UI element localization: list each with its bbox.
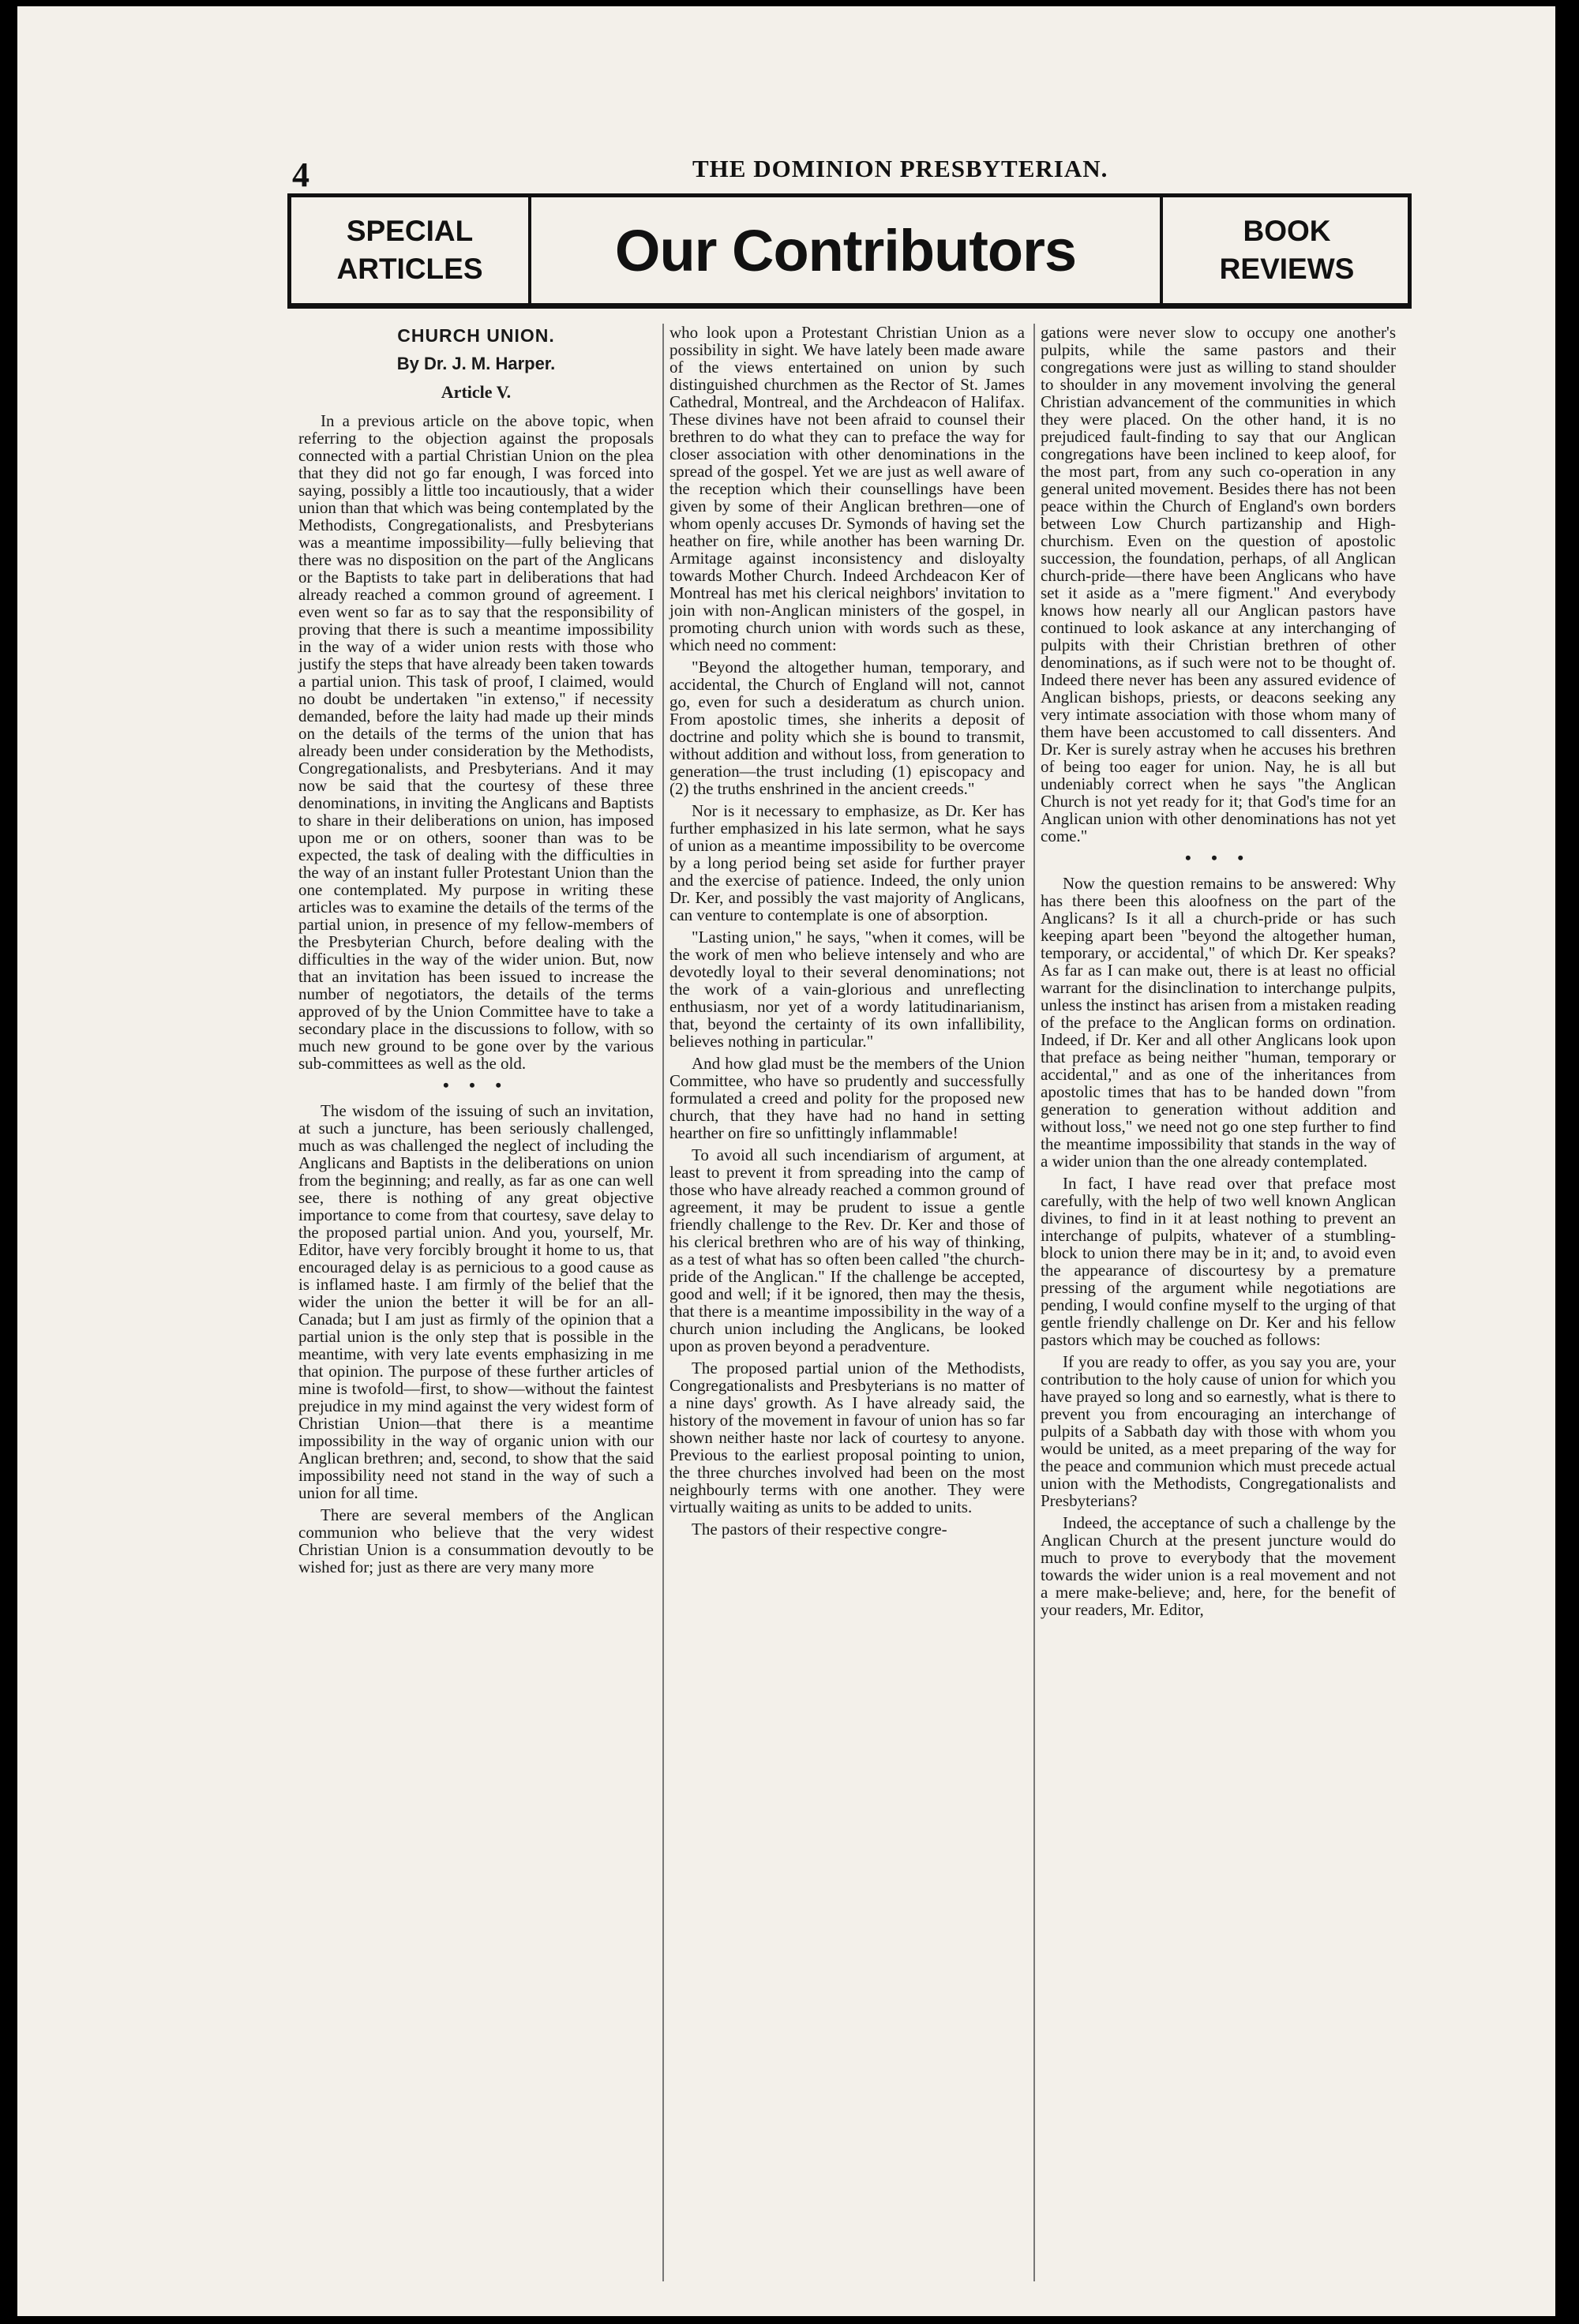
section-separator: • • • <box>442 1075 510 1095</box>
paragraph: The proposed partial union of the Methodists, Congregationalists and Presbyterians is no matter of a nine days' growth. As I have already said, the history of the movement in favour of union has so far shown neither haste nor lack of courtesy to anyone. Previous to the earliest proposal pointing to union, the three churches involved had been on the most neighbourly terms with one another. They were virtually waiting as units to be added to units. <box>669 1359 1025 1516</box>
running-head: THE DOMINION PRESBYTERIAN. <box>692 155 1108 182</box>
section-banner <box>287 193 1412 309</box>
banner-book-reviews <box>1160 197 1411 303</box>
banner-right-label: BOOK REVIEWS <box>1219 214 1355 285</box>
article-byline: By Dr. J. M. Harper. <box>396 354 556 373</box>
paragraph: If you are ready to offer, as you say you are, your contribution to the holy cause of union for which you have prayed so long and so earnestly, what is there to prevent you from encouraging an interchange of pulpits of a Sabbath day with those with whom you would be united, as a meet preparing of the way for the peace and communion which must precede actual union with the Methodists, Congregationalists and Presbyterians? <box>1041 1352 1396 1510</box>
page-number: 4 <box>292 156 309 194</box>
paragraph: There are several members of the Anglican communion who believe that the very widest Christian Union is a consummation devoutly to be wished for; just as there are very many more <box>298 1505 654 1576</box>
paragraph: The wisdom of the issuing of such an invitation, at such a juncture, has been seriously challenged, much as was challenged the neglect of including the Anglicans and Baptists in the deliberations on union from the beginning; and really, as far as one can well see, there is nothing of any great objective importance to come from that courtesy, save delay to the proposed partial union. And you, yourself, Mr. Editor, have very forcibly brought it home to us, that encouraged delay is as pernicious to a good cause as is inflamed haste. I am firmly of the belief that the wider the union the better it will be for an all-Canada; but I am just as firmly of the opinion that a partial union is the only step that is possible in the meantime, with very late events emphasizing in me that opinion. The purpose of these further articles of mine is twofold—first, to show—without the faintest prejudice in my mind against the very widest form of Christian Union—that there is a meantime impossibility in the way of organic union with our Anglican brethren; and, second, to show that the said impossibility need not stand in the way of such a union for all time. <box>298 1101 654 1502</box>
paragraph: In a previous article on the above topic, when referring to the objection against the proposals connected with a partial Christian Union on the plea that they did not go far enough, I was forced into saying, possibly a little too incautiously, that a wider union than that which was being contemplated by the Methodists, Congregationalists, and Presbyterians was a meantime impossibility—fully believing that there was no disposition on the part of the Anglicans or the Baptists to take part in deliberations that had already reached a common ground of agreement. I even went so far as to say that the responsibility of proving that there is such a meantime impossibility in the way of a wider union rests with those who justify the steps that have already been taken towards a partial union. This task of proof, I claimed, would no doubt be undertaken "in extenso," if necessity demanded, before the laity had made up their minds on the details of the terms of the union that has already been under consideration by the Methodists, Congregationalists, and Presbyterians. And it may now be said that the courtesy of these three denominations, in inviting the Anglicans and Baptists to share in their deliberations on union, has imposed upon me or on others, sooner than was to be expected, the task of dealing with the difficulties in the way of an instant fuller Protestant Union than the one contemplated. My purpose in writing these articles was to examine the details of the terms of the partial union, in presence of my fellow-members of the Presbyterian Church, before dealing with the difficulties in the way of the wider union. But, now that an invitation has been issued to increase the number of negotiators, the details of the terms approved of by the Union Committee have to take a secondary place in the discussions to follow, with so much new ground to be gone over by the various sub-committees as well as the old. <box>298 411 654 1073</box>
column-rule <box>1033 324 1035 2281</box>
article-column-3 <box>1041 324 1396 1623</box>
quote-paragraph: "Lasting union," he says, "when it comes, will be the work of men who believe intensely and who are devotedly loyal to their several denominations; not the work of a vain-glorious and unreflecting enthusiasm, nor yet of a wordy latitudinarianism, that, beyond the certainty of its own infallibility, believes nothing in particular." <box>669 928 1025 1051</box>
banner-special-articles <box>291 197 531 303</box>
article-title: CHURCH UNION. <box>397 325 555 346</box>
paragraph: gations were never slow to occupy one another's pulpits, while the same pastors and their congregations were just as willing to stand shoulder to shoulder in any movement involving the general Christian advancement of the communities in which they were placed. On the other hand, it is no prejudiced fault-finding to say that our Anglican congregations have been inclined to keep aloof, for the most part, from any such co-operation in any general united movement. Besides there has not been peace within the Church of England's own borders between Low Church partizanship and High-churchism. Even on the question of apostolic succession, the foundation, perhaps, of all Anglican church-pride—there have been Anglicans who have set it aside as a "mere figment." And everybody knows how nearly all our Anglican pastors have continued to look askance at any interchanging of pulpits with their Christian brethren of other denominations, as if such were not to be thought of. Indeed there never has been any assured evidence of Anglican bishops, priests, or deacons seeking any very intimate association with those whom many of them have been accustomed to call dissenters. And Dr. Ker is surely astray when he accuses his brethren of being too eager for union. Nay, he is all but undeniably correct when he says "the Anglican Church is not yet ready for it; that God's time for an Anglican union with other denominations has not yet come." <box>1041 323 1396 845</box>
paragraph: To avoid all such incendiarism of argument, at least to prevent it from spreading into the camp of those who have already reached a common ground of agreement, it may be prudent to issue a gentle friendly challenge to the Rev. Dr. Ker and those of his clerical brethren who are of his way of thinking, as a test of what has so often been called "the church-pride of the Anglican." If the challenge be accepted, good and well; if it be ignored, then may the thesis, that there is a meantime impossibility in the way of a church union including the Anglicans, be looked upon as proven beyond a peradventure. <box>669 1145 1025 1355</box>
article-part: Article V. <box>441 382 512 402</box>
paragraph: Nor is it necessary to emphasize, as Dr. Ker has further emphasized in his late sermon, what he says of union as a meantime impossibility to be overcome by a long period being set aside for further prayer and the exercise of patience. Indeed, the only union Dr. Ker, and possibly the vast majority of Anglicans, can venture to contemplate is one of absorption. <box>669 801 1025 924</box>
paragraph: Now the question remains to be answered: Why has there been this aloofness on the part of the Anglicans? Is it all a church-pride or has such keeping apart been "beyond the altogether human, temporary, or accidental," of which Dr. Ker speaks? As far as I can make out, there is at least no official warrant for the disinclination to interchange pulpits, unless the instinct has arisen from a mistaken reading of the preface to the Anglican forms on ordination. Indeed, if Dr. Ker and all other Anglicans look upon that preface as being neither "human, temporary or accidental," and as one of the inheritances from apostolic times that has to be handed down "from generation to generation without addition and without loss," we need not go one step further to find the meantime impossibility that stands in the way of a wider union than the one already contemplated. <box>1041 874 1396 1171</box>
section-separator: • • • <box>1184 848 1252 868</box>
paragraph: In fact, I have read over that preface most carefully, with the help of two well known Anglican divines, to find in it at least nothing to prevent an interchange of pulpits, whatever of a stumbling-block to union there may be in it; and, to avoid even the appearance of discourtesy by a premature pressing of the argument while negotiations are pending, I would confine myself to the urging of that gentle friendly challenge on Dr. Ker and his fellow pastors which may be couched as follows: <box>1041 1174 1396 1349</box>
paragraph: And how glad must be the members of the Union Committee, who have so prudently and successfully formulated a creed and polity for the proposed new church, that they have had no hand in setting hearther on fire so unfittingly inflammable! <box>669 1054 1025 1142</box>
article-column-1 <box>298 324 654 1580</box>
article-column-2 <box>669 324 1025 1542</box>
paragraph: Indeed, the acceptance of such a challenge by the Anglican Church at the present juncture would do much to prove to everybody that the movement towards the wider union is a real movement and not a mere make-believe; and, here, for the benefit of your readers, Mr. Editor, <box>1041 1513 1396 1619</box>
column-rule <box>662 324 664 2281</box>
banner-title <box>531 197 1160 303</box>
banner-left-label: SPECIAL ARTICLES <box>336 214 483 285</box>
quote-paragraph: "Beyond the altogether human, temporary, and accidental, the Church of England will not, cannot go, even for such a desideratum as church union. From apostolic times, she inherits a deposit of doctrine and polity which she is bound to transmit, without addition and without loss, from generation to generation—the trust including (1) episcopacy and (2) the truths enshrined in the ancient creeds." <box>669 658 1025 798</box>
banner-center-label: Our Contributors <box>614 217 1077 283</box>
paragraph: who look upon a Protestant Christian Union as a possibility in sight. We have lately been made aware of the views entertained on union by such distinguished churchmen as the Rector of St. James Cathedral, Montreal, and the Archdeacon of Halifax. These divines have not been afraid to counsel their brethren to do what they can to preface the way for closer association with other denominations in the spread of the gospel. Yet we are just as well aware of the reception which their counsellings have been given by some of their Anglican brethren—one of whom openly accuses Dr. Symonds of having set the heather on fire, while another has been warning Dr. Armitage against inconsistency and disloyalty towards Mother Church. Indeed Archdeacon Ker of Montreal has met his clerical neighbors' invitation to join with non-Anglican ministers of the gospel, in promoting church union with words such as these, which need no comment: <box>669 323 1025 654</box>
paragraph: The pastors of their respective congre- <box>692 1520 947 1539</box>
